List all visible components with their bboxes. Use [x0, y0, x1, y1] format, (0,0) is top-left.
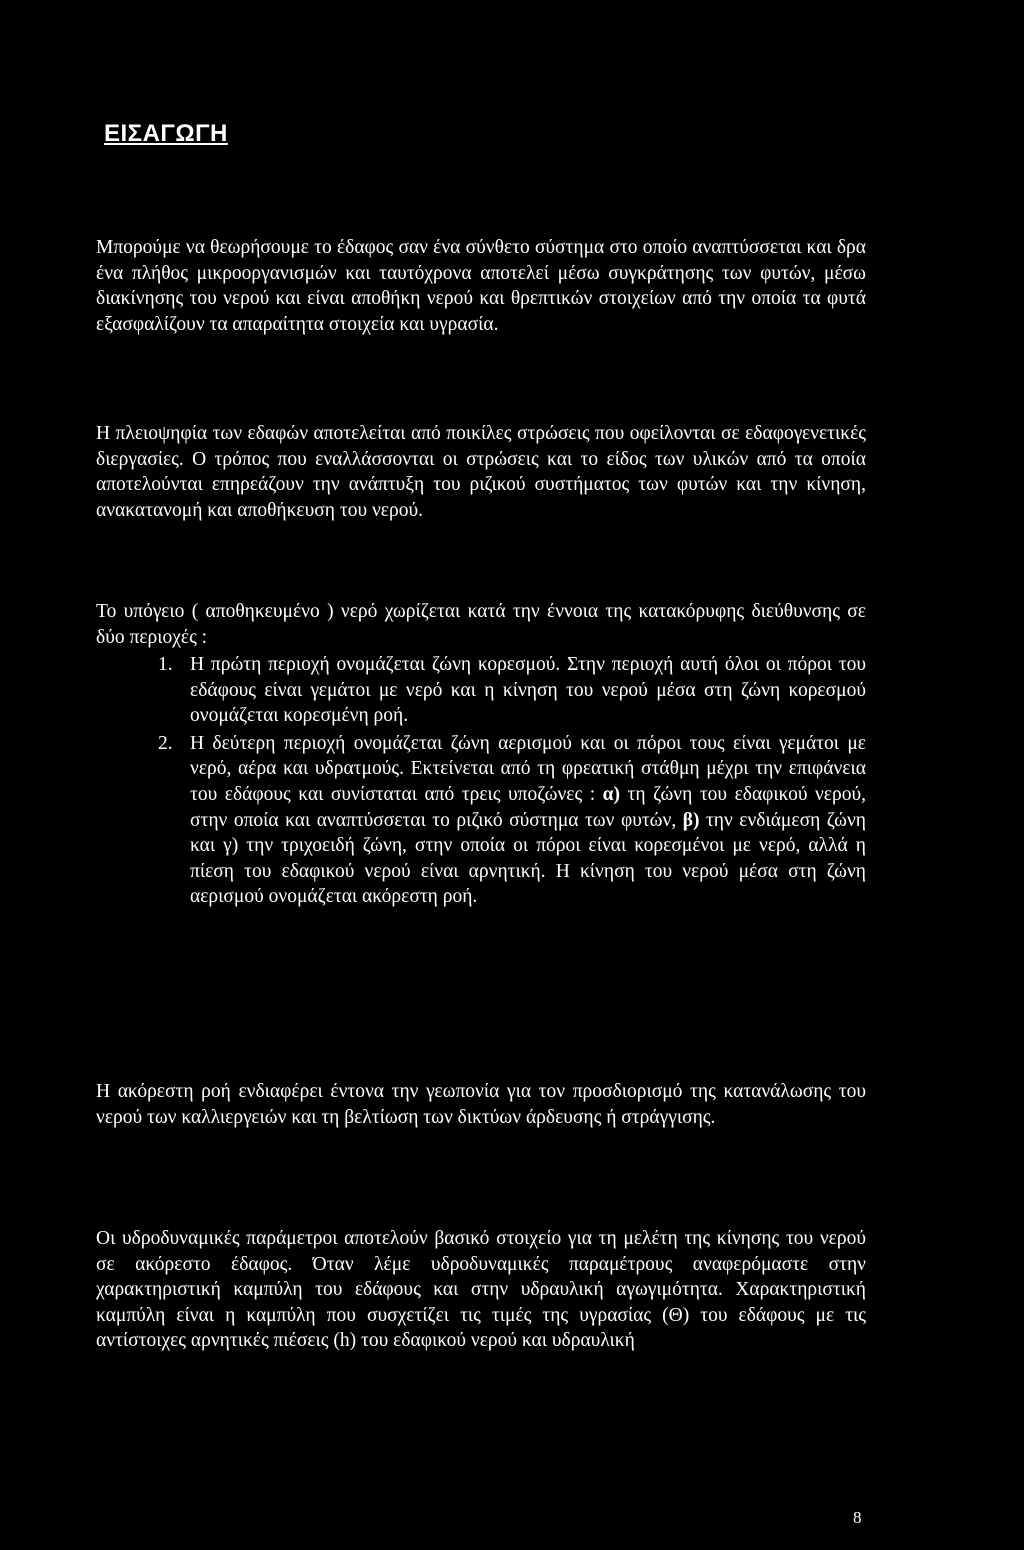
section-heading: ΕΙΣΑΓΩΓΗ [104, 120, 228, 147]
list-item-text: Η πρώτη περιοχή ονομάζεται ζώνη κορεσμού. Στην περιοχή αυτή όλοι οι πόροι του εδάφους είναι γεμάτοι με νερό και η κίνηση του νερού μέσα στη ζώνη κορεσμού ονομάζεται κορεσμένη ροή. [190, 654, 866, 727]
paragraph-unsaturated-flow: Η ακόρεστη ροή ενδιαφέρει έντονα την γεωπονία για τον προσδιορισμό της κατανάλωσης του νερού των καλλιεργειών και τη βελτίωση των δικτύων άρδευσης ή στράγγισης. [96, 1081, 866, 1128]
list-item-number: 1. [158, 654, 173, 675]
paragraph-hydrodynamic-parameters: Οι υδροδυναμικές παράμετροι αποτελούν βασικό στοιχείο για τη μελέτη της κίνησης του νερού σε ακόρεστο έδαφος. Όταν λέμε υδροδυναμικές παραμέτρους αναφερόμαστε στην χαρακτηριστική καμπύλη του εδάφους και στην υδραυλική αγωγιμότητα. Χαρακτηριστική καμπύλη είναι η καμπύλη που συσχετίζει τις τιμές της υγρασίας (Θ) του εδάφους με τις αντίστοιχες αρνητικές πιέσεις (h) του εδαφικού νερού και υδραυλική [96, 1228, 866, 1352]
paragraph-soil-layers: Η πλειοψηφία των εδαφών αποτελείται από ποικίλες στρώσεις που οφείλονται σε εδαφογενετικές διεργασίες. Ο τρόπος που εναλλάσσονται οι στρώσεις και το είδος των υλικών από τα οποία αποτελούνται επηρεάζουν την ανάπτυξη του ριζικού συστήματος των φυτών και την κίνηση, ανακατανομή και αποθήκευση του νερού. [96, 423, 866, 521]
page-number: 8 [853, 1508, 862, 1527]
subzone-marker: β) [682, 809, 700, 831]
list-item [96, 652, 866, 729]
list-item-text-part: Η δεύτερη περιοχή ονομάζεται ζώνη αερισμού και οι πόροι τους είναι γεμάτοι με νερό, αέρα και υδρατμούς. Εκτείνεται από τη φρεατική στάθμη μέχρι την επιφάνεια του εδάφους και συνίσταται από τρεις υποζώνες : [190, 732, 866, 805]
list-item [96, 731, 866, 910]
list-item-text-part: τη ζώνη του εδαφικού νερού, στην οποία και αναπτύσσεται το ριζικό σύστημα των φυτών, [190, 783, 867, 831]
paragraph-soil-system: Μπορούμε να θεωρήσουμε το έδαφος σαν ένα σύνθετο σύστημα στο οποίο αναπτύσσεται και δρα ένα πλήθος μικροοργανισμών και ταυτόχρονα αποτελεί μέσω συγκράτησης των φυτών, μέσω διακίνησης του νερού και είναι αποθήκη νερού και θρεπτικών στοιχείων από την οποία τα φυτά εξασφαλίζουν τα απαραίτητα στοιχεία και υγρασία. [96, 237, 866, 335]
paragraph-groundwater-intro: Το υπόγειο ( αποθηκευμένο ) νερό χωρίζεται κατά την έννοια της κατακόρυφης διεύθυνσης σε δύο περιοχές : [96, 601, 866, 648]
list-item-number: 2. [158, 732, 173, 754]
zones-list [96, 652, 866, 910]
subzone-marker: α) [602, 783, 621, 805]
list-item-text-part: την ενδιάμεση ζώνη και γ) την τριχοειδή ζώνη, στην οποία οι πόροι είναι κορεσμένοι με νερό, αλλά η πίεση του εδαφικού νερού είναι αρνητική. Η κίνηση του νερού μέσα στη ζώνη αερισμού ονομάζεται ακόρεστη ροή. [190, 809, 866, 908]
